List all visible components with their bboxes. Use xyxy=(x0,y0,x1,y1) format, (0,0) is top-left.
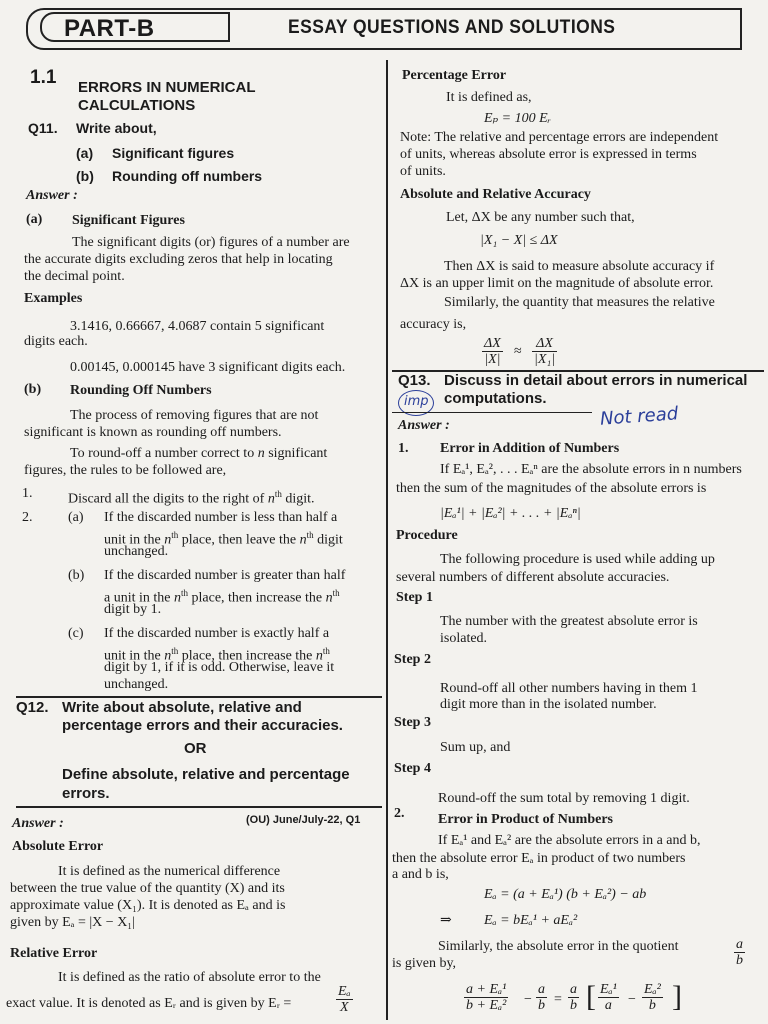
q11-a-label: (a) xyxy=(76,145,94,161)
rounding-off-heading: Rounding Off Numbers xyxy=(70,383,212,398)
paragraph-line: To round-off a number correct to n significant xyxy=(70,446,328,461)
paragraph-line: It is defined as, xyxy=(446,90,532,105)
paragraph-line: Similarly, the absolute error in the quotient xyxy=(438,939,679,954)
q12-line: errors. xyxy=(62,785,110,802)
equation: Eₚ = 100 Eᵣ xyxy=(484,111,552,126)
rule-number: 1. xyxy=(22,486,33,501)
part-label: PART-B xyxy=(40,12,230,42)
rule-2a-line: unit in the $n^{th}$ place, then leave the $n^{th}$ digit xyxy=(104,530,343,548)
step-label: Step 2 xyxy=(394,652,431,667)
paragraph-line: the decimal point. xyxy=(24,269,125,284)
bracket-open: [ xyxy=(586,980,596,1013)
rule-2b-line: a unit in the $n^{th}$ place, then increase the $n^{th}$ xyxy=(104,588,340,606)
rule-2c-line: If the discarded number is exactly half a xyxy=(104,626,330,641)
paragraph-line: The significant digits (or) figures of a number are xyxy=(72,235,350,250)
example-line: digits each. xyxy=(24,334,88,349)
item-number: 1. xyxy=(398,441,409,456)
exam-reference: (OU) June/July-22, Q1 xyxy=(246,814,361,826)
rule-2b-line: If the discarded number is greater than half xyxy=(104,568,346,583)
paragraph-line: a and b is, xyxy=(392,867,449,882)
relative-error-heading: Relative Error xyxy=(10,946,98,961)
banner-title: ESSAY QUESTIONS AND SOLUTIONS xyxy=(288,17,616,38)
paragraph-line: then the absolute error Eₐ in product of two numbers xyxy=(392,851,686,866)
rule-2b-line: digit by 1. xyxy=(104,602,162,617)
paragraph-line: given by Eₐ = |X − X₁| xyxy=(10,915,135,930)
q12-line: percentage errors and their accuracies. xyxy=(62,717,343,734)
step-text: isolated. xyxy=(440,631,488,646)
equation: |X₁ − X| ≤ ΔX xyxy=(480,233,558,248)
error-addition-heading: Error in Addition of Numbers xyxy=(440,441,620,456)
step-label: Step 3 xyxy=(394,715,431,730)
equals-sign: = xyxy=(554,992,562,1007)
minus-sign: − xyxy=(628,992,636,1007)
paragraph-line: If Eₐ¹, Eₐ², . . . Eₐⁿ are the absolute errors in n numbers xyxy=(440,462,742,477)
answer-label: Answer : xyxy=(398,418,450,433)
rule-2c-line: digit by 1, if it is odd. Otherwise, leave it xyxy=(104,660,335,675)
paragraph-line: approximate value (X₁). It is denoted as Eₐ and is xyxy=(10,898,286,913)
or-label: OR xyxy=(184,740,207,757)
bracket-close: ] xyxy=(672,980,682,1013)
error-product-heading: Error in Product of Numbers xyxy=(438,812,613,827)
paragraph-line: It is defined as the numerical difference xyxy=(58,864,281,879)
paragraph-line: figures, the rules to be followed are, xyxy=(24,463,227,478)
question-rule xyxy=(392,412,592,413)
rule-2a-label: (a) xyxy=(68,510,84,525)
paragraph-line: Similarly, the quantity that measures the relative xyxy=(444,295,715,310)
implies-arrow: ⇒ xyxy=(440,913,452,928)
paragraph-line: The process of removing figures that are not xyxy=(70,408,319,423)
q11-a-text: Significant figures xyxy=(112,145,235,161)
paragraph-line: Then ΔX is said to measure absolute accuracy if xyxy=(444,259,715,274)
paragraph-line: ΔX is an upper limit on the magnitude of absolute error. xyxy=(400,276,714,291)
examples-heading: Examples xyxy=(24,291,83,306)
section-title-line2: CALCULATIONS xyxy=(78,97,196,114)
q11-b-text: Rounding off numbers xyxy=(112,168,263,184)
paragraph-line: the accurate digits excluding zeros that help in locating xyxy=(24,252,333,267)
note-line: of units. xyxy=(400,164,446,179)
note-line: of units, whereas absolute error is expressed in terms xyxy=(400,147,697,162)
q12-number: Q12. xyxy=(16,699,49,716)
rule-2c-line: unit in the $n^{th}$ place, then increase the $n^{th}$ xyxy=(104,646,330,664)
item-number: 2. xyxy=(394,806,405,821)
handwritten-imp: imp xyxy=(404,394,429,409)
paragraph-line: It is defined as the ratio of absolute error to the xyxy=(58,970,321,985)
b-label: (b) xyxy=(24,382,42,397)
rule-2a-line: unchanged. xyxy=(104,544,169,559)
equation: |Eₐ¹| + |Eₐ²| + . . . + |Eₐⁿ| xyxy=(440,506,581,521)
rule-2a-line: If the discarded number is less than half a xyxy=(104,510,338,525)
q12-line: Write about absolute, relative and xyxy=(62,699,302,716)
equation: Eₐ = bEₐ¹ + aEₐ² xyxy=(484,913,578,928)
step-text: Sum up, and xyxy=(440,740,511,755)
fraction: a + Eₐ¹ b + Eₐ² xyxy=(466,982,507,1013)
q13-number: Q13. xyxy=(398,372,431,389)
banner xyxy=(26,8,742,50)
fraction: a b xyxy=(570,982,577,1013)
rule-number: 2. xyxy=(22,510,33,525)
answer-label: Answer : xyxy=(12,816,64,831)
paragraph-line: then the sum of the magnitudes of the absolute errors is xyxy=(396,481,707,496)
equation: Eₐ = (a + Eₐ¹) (b + Eₐ²) − ab xyxy=(484,887,647,902)
paragraph-line: The following procedure is used while adding up xyxy=(440,552,715,567)
q13-line: Discuss in detail about errors in numerical xyxy=(444,372,748,389)
paragraph-line: several numbers of different absolute accuracies. xyxy=(396,570,670,585)
absolute-error-heading: Absolute Error xyxy=(12,839,104,854)
column-divider xyxy=(386,60,388,1020)
procedure-heading: Procedure xyxy=(396,528,458,543)
paragraph-line: If Eₐ¹ and Eₐ² are the absolute errors in a and b, xyxy=(438,833,701,848)
section-number: 1.1 xyxy=(30,67,57,88)
step-label: Step 1 xyxy=(396,590,433,605)
paragraph-line: accuracy is, xyxy=(400,317,467,332)
q11-text: Write about, xyxy=(76,120,157,136)
percentage-error-heading: Percentage Error xyxy=(402,68,507,83)
step-label: Step 4 xyxy=(394,761,431,776)
rule-2c-line: unchanged. xyxy=(104,677,169,692)
paragraph-line: Let, ΔX be any number such that, xyxy=(446,210,635,225)
paragraph-line: exact value. It is denoted as Eᵣ and is given by Eᵣ = xyxy=(6,996,292,1011)
rule-1: Discard all the digits to the right of $n^{th}$ digit. xyxy=(68,489,315,507)
handwritten-note: Not read xyxy=(599,403,679,430)
paragraph-line: is given by, xyxy=(392,956,457,971)
step-text: Round-off the sum total by removing 1 digit. xyxy=(438,791,690,806)
significant-figures-heading: Significant Figures xyxy=(72,213,185,228)
fraction: ΔX |X₁| xyxy=(534,336,556,367)
q12-line: Define absolute, relative and percentage xyxy=(62,766,350,783)
fraction: Eₐ² b xyxy=(644,982,661,1013)
accuracy-heading: Absolute and Relative Accuracy xyxy=(400,187,591,202)
approx-sign: ≈ xyxy=(514,344,522,359)
fraction: ΔX |X| xyxy=(484,336,501,367)
step-text: Round-off all other numbers having in them 1 xyxy=(440,681,698,696)
fraction: a b xyxy=(538,982,545,1013)
rule-2b-label: (b) xyxy=(68,568,85,583)
q11-b-label: (b) xyxy=(76,168,94,184)
step-text: digit more than in the isolated number. xyxy=(440,697,657,712)
fraction: a b xyxy=(736,937,743,968)
q11-number: Q11. xyxy=(28,120,58,136)
example-line: 0.00145, 0.000145 have 3 significant digits each. xyxy=(70,360,346,375)
a-label: (a) xyxy=(26,212,43,227)
paragraph-line: between the true value of the quantity (X) and its xyxy=(10,881,285,896)
section-title-line1: ERRORS IN NUMERICAL xyxy=(78,79,256,96)
step-text: The number with the greatest absolute error is xyxy=(440,614,698,629)
question-rule xyxy=(16,806,382,808)
minus-sign: − xyxy=(524,992,532,1007)
question-rule xyxy=(16,696,382,698)
answer-label: Answer : xyxy=(26,188,78,203)
q13-line: computations. xyxy=(444,390,547,407)
example-line: 3.1416, 0.66667, 4.0687 contain 5 significant xyxy=(70,319,325,334)
relative-error-fraction: Eₐ X xyxy=(338,984,351,1015)
note-line: Note: The relative and percentage errors are independent xyxy=(400,130,719,145)
rule-2c-label: (c) xyxy=(68,626,84,641)
paragraph-line: significant is known as rounding off numbers. xyxy=(24,425,282,440)
fraction: Eₐ¹ a xyxy=(600,982,617,1013)
